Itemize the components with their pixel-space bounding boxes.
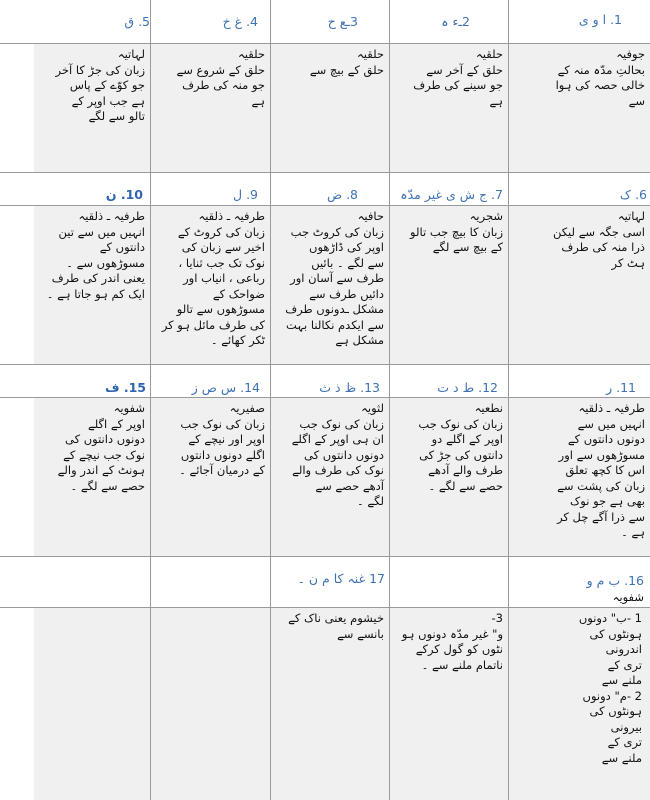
cell-text: حلق کے آخر سے جو سینے کی طرف ہے: [413, 62, 503, 108]
cell-header: 10. ن: [105, 187, 143, 202]
cell-body: [271, 206, 389, 364]
cell-text: زبان کی نوک جب اوپر اور نیچے کے اگلے دونوں دانتوں کے درمیان آجائے ۔: [179, 416, 265, 477]
cell-tag: حلقیہ: [357, 47, 384, 61]
cell-body: [151, 398, 270, 556]
cell-body: [509, 44, 650, 172]
cell-tag: لثویہ: [361, 401, 384, 415]
cell-text: حلق کے بیچ سے: [309, 62, 384, 77]
cell-body: [390, 206, 508, 364]
cell-text: اوپر کے اگلے دونوں دانتوں کی نوک جب نیچے کے ہونٹ کے اندر والے حصے سے لگے ۔: [57, 416, 145, 493]
cell-tag: حافیہ: [357, 209, 384, 223]
cell-text: خیشوم یعنی ناک کے بانسے سے: [288, 611, 384, 641]
cell-body: [271, 44, 389, 172]
cell-body: [151, 608, 270, 800]
cell-tag: شجریہ: [469, 209, 503, 223]
cell-body: [34, 206, 150, 364]
cell-text: حلق کے شروع سے جو منہ کی طرف ہے: [176, 62, 265, 108]
grid-line: [0, 364, 650, 365]
cell-tag: نطعیہ: [474, 401, 503, 415]
cell-tag: شفویہ: [612, 590, 644, 604]
cell-tag: لہاتیہ: [617, 209, 645, 223]
cell-header: 14. س ص ز: [191, 380, 260, 395]
cell-header: 13. ظ ذ ث: [319, 380, 380, 395]
cell-text: انہیں میں سے تین دانتوں کے مسوڑھوں سے ۔ یعنی اندر کی طرف ایک کم ہو جاتا ہے ۔: [46, 224, 145, 301]
cell-body: [509, 206, 650, 364]
cell-text: بحالتِ مدّہ منہ کے خالی حصہ کی ہوا سے: [555, 62, 645, 108]
cell-tag: حلقیہ: [476, 47, 503, 61]
cell-text: زبان کی کروٹ کے اخیر سے زبان کی نوک تک جب ثنایا ، رباعی ، انیاب اور ضواحک کے مسوڑھوں سے تالو کی طرف مائل ہو کر ٹکر کھائے ۔: [161, 224, 265, 347]
cell-text: زبان کی کروٹ جب اوپر کی ڈاڑھوں سے لگے ۔ بائیں طرف سے آسان اور دائیں طرف سے مشکل ـدونوں طرف سے ایکدم نکالنا بہت مشکل ہے: [285, 224, 384, 347]
grid-line: [0, 172, 650, 173]
cell-tag: لہاتیہ: [117, 47, 145, 61]
cell-text: 3- و" غیر مدّہ دونوں ہو نٹوں کو گول کرکے ناتمام ملنے سے ۔: [401, 611, 503, 672]
cell-body: [509, 398, 650, 556]
cell-tag: صفیریہ: [229, 401, 265, 415]
cell-header: 2ـء ہ: [441, 14, 470, 29]
cell-text: انہیں میں سے دونوں دانتوں کے مسوڑھوں سے اور اس کا کچھ تعلق زبان کی پشت سے بھی ہے جو نوک سے ذرا آگے چل کر ہے ۔: [557, 416, 645, 539]
cell-tag: طرفیہ ـ ذلقیہ: [78, 209, 145, 223]
cell-header: 1. ا و ی: [578, 12, 622, 27]
cell-header: 9. ل: [233, 187, 258, 202]
cell-body: [34, 44, 150, 172]
cell-header: 4. غ خ: [222, 14, 258, 29]
cell-text: 2 -م" دونوں ہونٹوں کی بیرونی تری کے ملنے سے: [582, 688, 642, 765]
cell-text: 1 -ب" دونوں ہونٹوں کی اندرونی تری کے ملنے سے: [578, 611, 642, 687]
grid-line: [0, 556, 650, 557]
cell-tag: حلقیہ: [238, 47, 265, 61]
cell-body: [509, 608, 650, 800]
cell-text: زبان کا بیچ جب تالو کے بیچ سے لگے: [410, 224, 503, 254]
cell-body: [390, 608, 508, 800]
cell-header: 7. ج ش ی غیر مدّہ: [400, 187, 503, 202]
cell-header: 16. ب م و: [586, 573, 644, 588]
cell-body: [390, 398, 508, 556]
cell-tag: جوفیہ: [616, 47, 645, 61]
cell-header: 12. ط د ت: [437, 380, 498, 395]
cell-tag: طرفیہ ـ ذلقیہ: [578, 401, 645, 415]
cell-text: زبان کی جڑ کا آخر جو کوّے کے پاس ہے جب اوپر کے تالو سے لگے: [55, 62, 145, 123]
cell-text: زبان کی نوک جب اوپر کے اگلے دو دانتوں کی جڑ کی طرف والے آدھے حصے سے لگے ۔: [418, 416, 503, 493]
cell-body: [271, 608, 389, 800]
cell-body: [151, 206, 270, 364]
cell-header: 5. ق: [124, 14, 150, 29]
cell-header: 15. ف: [104, 380, 146, 395]
cell-body: [271, 398, 389, 556]
cell-body: [151, 44, 270, 172]
cell-tag: طرفیہ ـ ذلقیہ: [198, 209, 265, 223]
cell-body: [34, 398, 150, 556]
cell-header: 8. ض: [326, 187, 358, 202]
cell-tag: شفویہ: [113, 401, 145, 415]
cell-header: 17 غنہ کا م ن ۔: [297, 571, 385, 586]
cell-body: [34, 608, 150, 800]
cell-body: [390, 44, 508, 172]
cell-header: 6. ک: [619, 187, 647, 202]
cell-header: 3ـع ح: [327, 14, 358, 29]
cell-text: زبان کی نوک جب ان ہی اوپر کے اگلے دونوں دانتوں کی نوک کی طرف والے آدھے حصے سے لگے ۔: [291, 416, 384, 508]
cell-text: اسی جگہ سے لیکن ذرا منہ کی طرف ہٹ کر: [552, 224, 645, 270]
cell-header: 11. ر: [606, 380, 636, 395]
